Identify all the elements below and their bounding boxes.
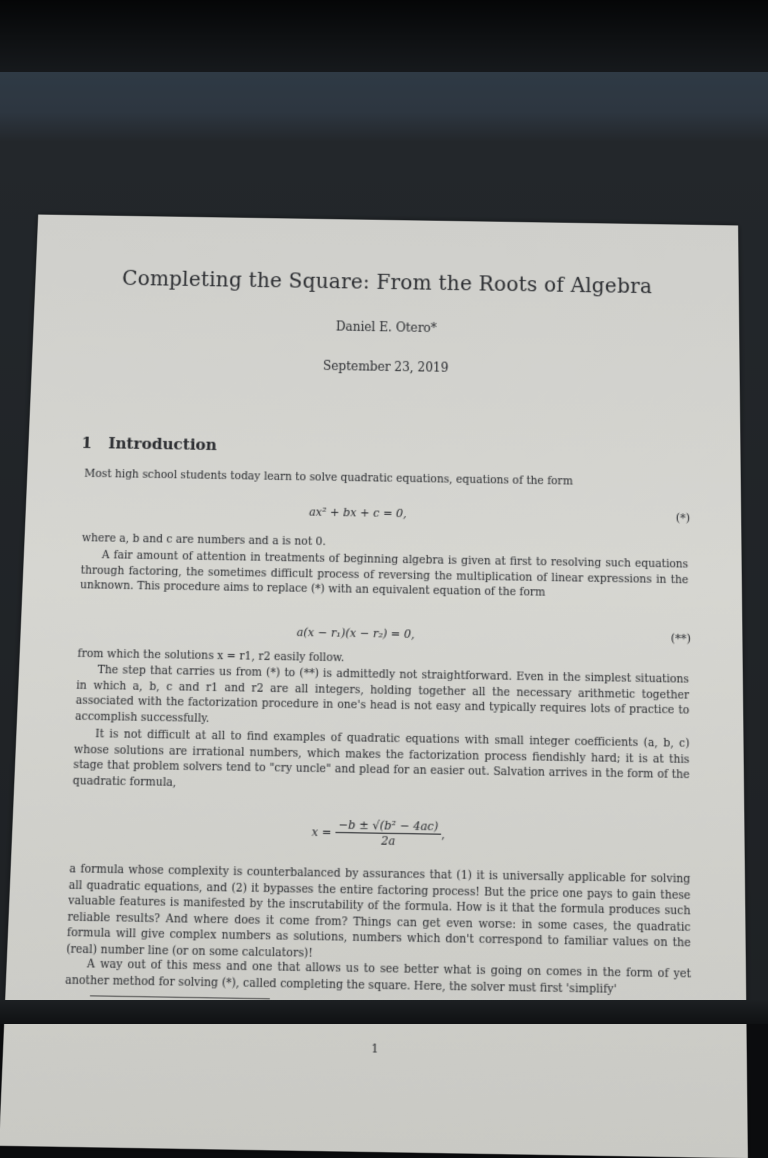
paragraph-formula: a formula whose complexity is counterbalanced by assurances that (1) it is universally applicable for solving all quadratic equations, and (2) it bypasses the entire factoring process! But the price one pays to gain these valuable features is manifested by the inscrutability of the formula. How is it that the formula produces such reliable results? And where does it come from? Things can get even worse: in some cases, the quadratic formula will give complex numbers as solutions, numbers which don't correspond to familiar values on the (real) number line (or on some calculators)! bbox=[66, 862, 691, 960]
paragraph-factoring: A fair amount of attention in treatments of beginning algebra is given at first to resolving such equations through factoring, the sometimes difficult process of reversing the multiplication of linear expressions in the unknown. This procedure aims to replace (*) with an equivalent equation of the form bbox=[79, 548, 689, 599]
equation-star-expr: ax² + bx + c = 0, bbox=[308, 505, 407, 521]
paragraph-way-out: A way out of this mess and one that allows us to see better what is going on comes in the form of yet another method for solving (*), called completing the square. Here, the solver must first 'simplify' bbox=[64, 957, 692, 996]
equation-star bbox=[26, 501, 691, 525]
paragraph-where: where a, b and c are numbers and a is not 0. bbox=[81, 531, 326, 549]
paragraph-intro: Most high school students today learn to solve quadratic equations, equations of the form bbox=[84, 467, 573, 488]
section-number: 1 bbox=[81, 433, 93, 453]
formula-denominator: 2a bbox=[380, 833, 396, 849]
equation-star-tag: (*) bbox=[675, 511, 691, 525]
formula-numerator: −b ± √(b² − 4ac) bbox=[335, 818, 441, 835]
formula-fraction bbox=[335, 818, 442, 849]
page-number: 1 bbox=[371, 1041, 379, 1056]
desk-edge bbox=[0, 1000, 768, 1024]
section-heading bbox=[81, 434, 217, 455]
monitor-screen bbox=[0, 72, 768, 1056]
formula-lhs: x = bbox=[311, 824, 332, 839]
formula-tail: , bbox=[441, 826, 446, 841]
monitor-top-bezel bbox=[0, 0, 768, 72]
paragraph-irrational: It is not difficult at all to find examples of quadratic equations with small integer coefficients (a, b, c) whose solutions are irrational numbers, which makes the factorization process fiendishly hard; it is at this stage that problem solvers tend to "cry uncle" and plead for an easier out. Salvation arrives in the form of the quadratic formula, bbox=[72, 727, 690, 789]
page-title: Completing the Square: From the Roots of Algebra bbox=[121, 265, 653, 299]
equation-double-star-tag: (**) bbox=[670, 631, 691, 646]
paragraph-solutions: from which the solutions x = r1, r2 easily follow. bbox=[77, 647, 345, 665]
footnote-rule bbox=[90, 995, 270, 999]
author: Daniel E. Otero* bbox=[335, 319, 437, 336]
equation-double-star bbox=[21, 621, 691, 646]
equation-double-star-expr: a(x − r₁)(x − r₂) = 0, bbox=[296, 625, 415, 642]
equation-quadratic-formula bbox=[12, 813, 745, 854]
section-title: Introduction bbox=[107, 433, 218, 455]
date: September 23, 2019 bbox=[322, 358, 449, 375]
paragraph-step: The step that carries us from (*) to (**) is admittedly not straightforward. Even in the simplest situations in which a, b, c and r1 and r2 are all integers, holding together all the necessary arithmetic together associated with the factorization procedure in one's head is not easy and typically requires lots of practice to accomplish successfully. bbox=[74, 663, 690, 725]
